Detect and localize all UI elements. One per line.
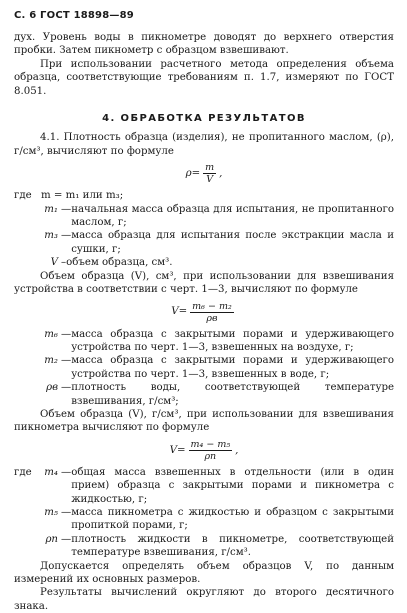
definition-dash: — — [61, 533, 72, 545]
formula-density-lhs: ρ= — [185, 168, 201, 180]
definition-symbol: ρв — [46, 382, 58, 394]
formula-volume-pycnometer-denominator: ρп — [204, 450, 217, 462]
definition-item-where — [14, 466, 394, 506]
formula-volume-pycnometer-numerator: m₄ − m₅ — [190, 438, 231, 450]
definition-dash: — — [61, 382, 72, 394]
formula-volume-pycnometer-fraction — [189, 439, 233, 462]
definition-text: плотность воды, соответствующей температуре взвешивания, г/см³; — [71, 382, 394, 407]
formula-density — [14, 162, 394, 185]
page-header: С. 6 ГОСТ 18898—89 — [14, 10, 134, 21]
formula-volume-device-denominator: ρв — [206, 312, 218, 324]
definition-text: масса образца для испытания после экстракции масла и сушки, г; — [71, 230, 394, 255]
definition-item — [14, 203, 394, 230]
outro-paragraph-1: Допускается определять объем образцов V, по данным измерений их основных размеров. — [14, 560, 394, 585]
definition-dash: — — [61, 355, 72, 367]
definition-dash: — — [61, 203, 72, 215]
formula-volume-device — [14, 301, 394, 324]
definition-item — [14, 229, 394, 256]
definition-item — [14, 328, 394, 355]
formula-density-denominator: V — [206, 174, 214, 186]
definition-dash: — — [61, 506, 72, 518]
where-line-1 — [14, 189, 394, 202]
definition-text: объем образца, см³. — [66, 257, 173, 269]
definition-item — [14, 506, 394, 533]
definition-text: масса образца с закрытыми порами и удерживающего устройства по черт. 1—3, взвешенных в воде, г; — [71, 355, 394, 380]
document-body — [14, 31, 394, 613]
where-word: где — [14, 190, 32, 202]
formula-density-tail: , — [219, 168, 223, 180]
definition-dash: – — [61, 257, 67, 269]
definition-text: масса пикнометра с жидкостью и образцом с закрытыми пропиткой порами, г; — [71, 506, 394, 532]
definition-dash: — — [61, 230, 72, 242]
intro-paragraph-1: дух. Уровень воды в пикнометре доводят до верхнего отверстия пробки. Затем пикнометр с образцом взвешивают. — [14, 32, 394, 57]
intro-paragraph-2: При использовании расчетного метода определения объема образца, соответствующие требованиям п. 1.7, измеряют по ГОСТ 8.051. — [14, 58, 394, 97]
definition-symbol: m₆ — [44, 328, 58, 340]
formula-volume-device-lhs: V= — [171, 306, 188, 318]
definition-item — [14, 256, 394, 269]
formula-density-numerator: m — [205, 162, 215, 174]
where-text: m = m₁ или m₃; — [41, 190, 124, 202]
definition-text: общая масса взвешенных в отдельности (или в один прием) образца с закрытыми порами и пикнометра с жидкостью, г; — [71, 466, 394, 505]
formula-volume-pycnometer-lhs: V= — [169, 444, 186, 456]
paragraph-4-1: 4.1. Плотность образца (изделия), не пропитанного маслом, (ρ), г/см³, вычисляют по формуле — [14, 132, 394, 157]
definition-dash: — — [61, 328, 72, 340]
definition-symbol: m₃ — [44, 230, 58, 242]
definition-symbol: m₂ — [44, 355, 58, 367]
definition-symbol: V — [50, 257, 58, 269]
formula-volume-device-fraction — [190, 301, 234, 324]
definition-symbol: m₁ — [44, 203, 58, 215]
formula-volume-pycnometer-tail: , — [235, 444, 239, 456]
definition-item — [14, 381, 394, 408]
definition-symbol: m₄ — [44, 466, 58, 478]
definition-symbol: m₅ — [44, 506, 58, 518]
definition-dash: — — [61, 466, 72, 478]
volume-paragraph-1: Объем образца (V), см³, при использовании для взвешивания устройства в соответствии с черт. 1—3, вычисляют по формуле — [14, 270, 394, 296]
outro-paragraph-2: Результаты вычислений округляют до второго десятичного знака. — [14, 587, 394, 612]
definition-item — [14, 533, 394, 560]
formula-density-fraction — [203, 162, 216, 185]
where-word: где — [14, 466, 32, 478]
formula-volume-pycnometer — [14, 439, 394, 462]
formula-volume-device-numerator: m₆ − m₂ — [192, 300, 232, 312]
definition-symbol: ρп — [45, 533, 58, 545]
definition-text: плотность жидкости в пикнометре, соответствующей температуре взвешивания, г/см³. — [71, 533, 394, 559]
definition-text: начальная масса образца для испытания, не пропитанного маслом, г; — [71, 203, 394, 229]
volume-paragraph-2: Объем образца (V), г/см³, при использовании для взвешивания пикнометра вычисляют по формуле — [14, 408, 394, 434]
section-title: 4. ОБРАБОТКА РЕЗУЛЬТАТОВ — [102, 113, 306, 125]
definition-item — [14, 354, 394, 381]
definition-text: масса образца с закрытыми порами и удерживающего устройства по черт. 1—3, взвешенных на воздухе, г; — [71, 328, 394, 353]
